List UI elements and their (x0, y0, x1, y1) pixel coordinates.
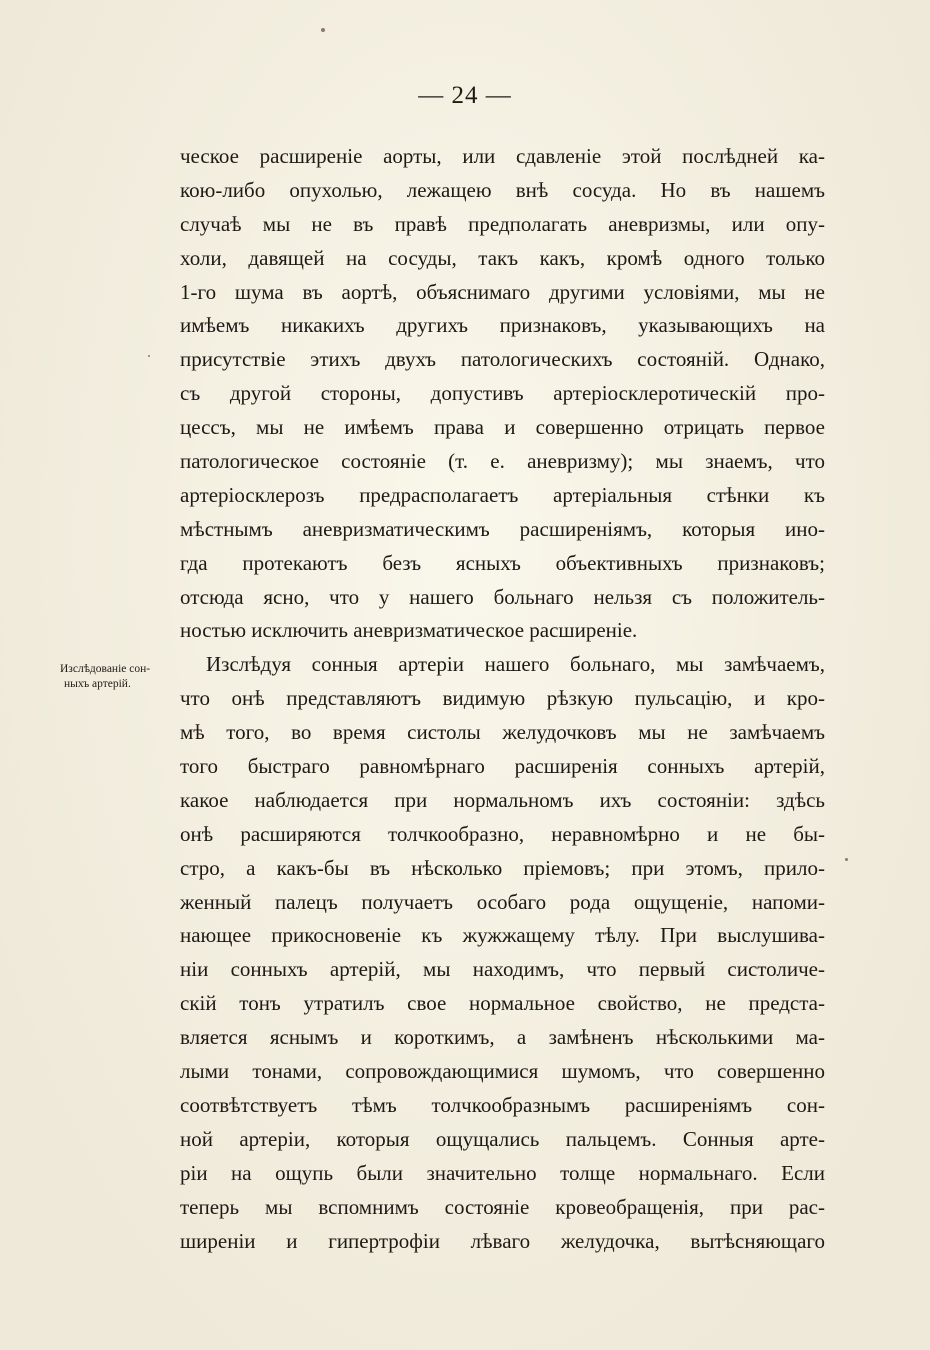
margin-note (60, 662, 178, 692)
text-line: какое наблюдается при нормальномъ ихъ состояніи: здѣсь (180, 787, 825, 812)
text-line: мѣ того, во время систолы желудочковъ мы не замѣчаемъ (180, 720, 825, 745)
text-line: съ другой стороны, допустивъ артеріосклеротическій про- (180, 381, 825, 406)
text-line: цессъ, мы не имѣемъ права и совершенно отрицать первое (180, 415, 825, 440)
text-line: ніи сонныхъ артерій, мы находимъ, что первый систоличе- (180, 957, 825, 982)
text-line: патологическое состояніе (т. е. аневризму); мы знаемъ, что (180, 449, 825, 474)
ink-speck (148, 355, 150, 357)
text-line: лыми тонами, сопровождающимися шумомъ, что совершенно (180, 1059, 825, 1084)
text-line: скій тонъ утратилъ свое нормальное свойство, не предста- (180, 991, 825, 1016)
text-line: Изслѣдуя сонныя артеріи нашего больнаго, мы замѣчаемъ, (206, 652, 825, 677)
text-line: мѣстнымъ аневризматическимъ расширеніямъ, которыя ино- (180, 516, 825, 541)
text-line: ческое расширеніе аорты, или сдавленіе этой послѣдней ка- (180, 144, 825, 168)
text-line: имѣемъ никакихъ другихъ признаковъ, указывающихъ на (180, 313, 825, 338)
text-line: ной артеріи, которыя ощущались пальцемъ. Сонныя арте- (180, 1126, 825, 1151)
text-line: холи, давящей на сосуды, такъ какъ, кромѣ одного только (180, 245, 825, 270)
text-line: ширеніи и гипертрофіи лѣваго желудочка, вытѣсняющаго (180, 1228, 825, 1253)
text-line: стро, а какъ-бы въ нѣсколько пріемовъ; при этомъ, прило- (180, 855, 825, 880)
body-text (180, 140, 825, 1258)
text-line: отсюда ясно, что у нашего больнаго нельзя съ положитель- (180, 584, 825, 609)
ink-speck (845, 858, 848, 861)
text-line: присутствіе этихъ двухъ патологическихъ состояній. Однако, (180, 347, 825, 372)
text-line: соотвѣтствуетъ тѣмъ толчкообразнымъ расширеніямъ сон- (180, 1092, 825, 1117)
text-line: кою-либо опухолью, лежащею внѣ сосуда. Но въ нашемъ (180, 177, 825, 202)
text-line: нающее прикосновеніе къ жужжащему тѣлу. При выслушива- (180, 923, 825, 948)
text-line: женный палецъ получаетъ особаго рода ощущеніе, напоми- (180, 889, 825, 914)
text-line: случаѣ мы не въ правѣ предполагать аневризмы, или опу- (180, 211, 825, 236)
text-line: вляется яснымъ и короткимъ, а замѣненъ нѣсколькими ма- (180, 1025, 825, 1050)
text-line: ностью исключить аневризматическое расширеніе. (180, 618, 638, 643)
margin-note-line: ныхъ артерій. (64, 678, 131, 690)
text-line: что онѣ представляютъ видимую рѣзкую пульсацію, и кро- (180, 686, 825, 711)
text-line: гда протекаютъ безъ ясныхъ объективныхъ признаковъ; (180, 550, 825, 575)
text-line: 1-го шума въ аортѣ, объяснимаго другими условіями, мы не (180, 279, 825, 304)
page-number: — 24 — (418, 82, 512, 109)
text-line: артеріосклерозъ предрасполагаетъ артеріальныя стѣнки къ (180, 482, 825, 507)
text-line: ріи на ощупь были значительно толще нормальнаго. Если (180, 1160, 825, 1185)
text-line: онѣ расширяются толчкообразно, неравномѣрно и не бы- (180, 821, 825, 846)
text-line: того быстраго равномѣрнаго расширенія сонныхъ артерій, (180, 754, 825, 779)
ink-speck (321, 28, 325, 32)
text-line: теперь мы вспомнимъ состояніе кровеобращенія, при рас- (180, 1194, 825, 1219)
margin-note-line: Изслѣдованіе сон- (60, 663, 151, 675)
